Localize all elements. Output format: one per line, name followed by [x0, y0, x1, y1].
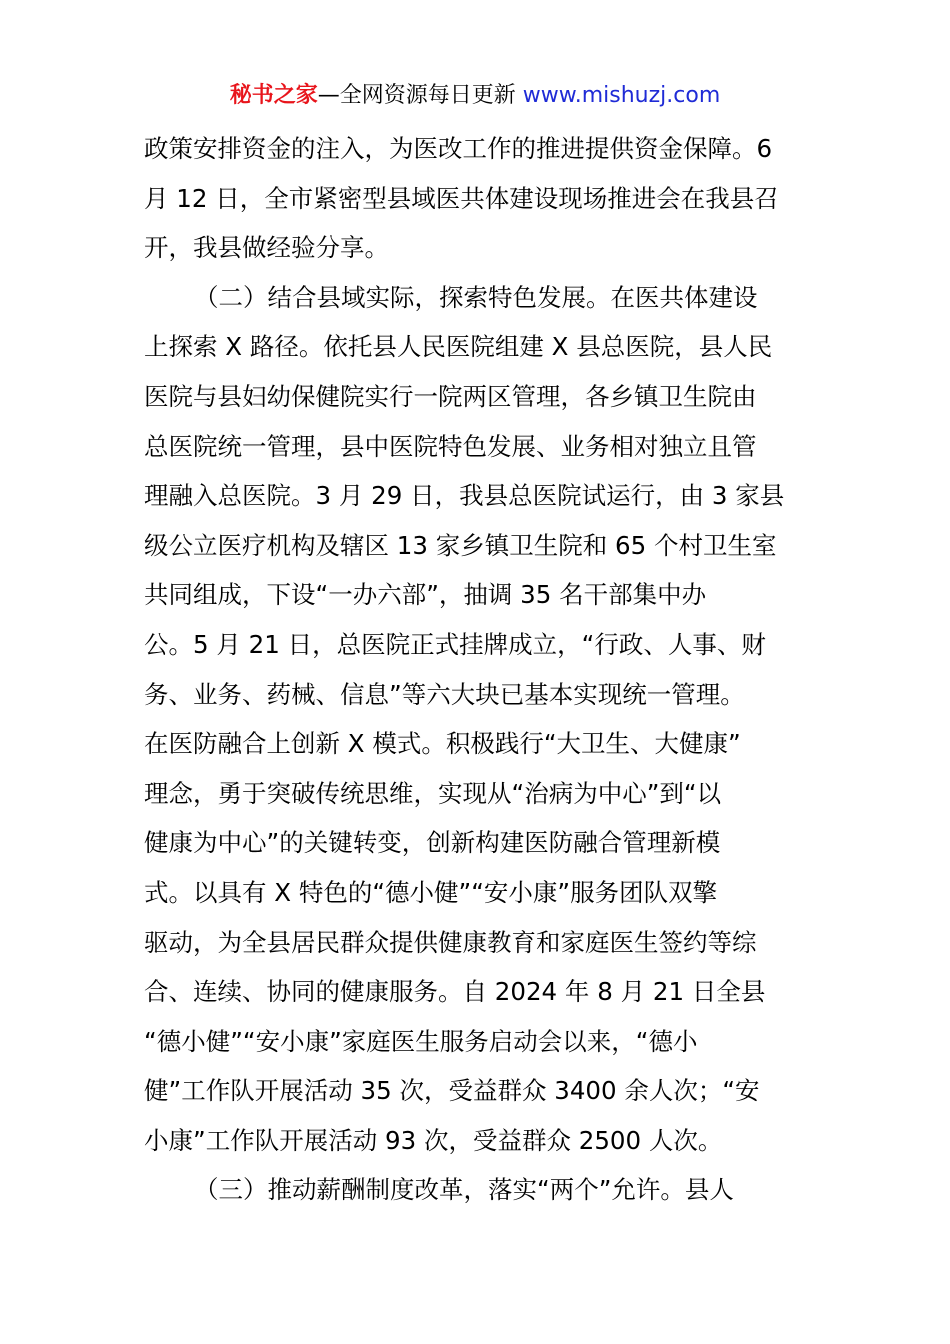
text-line: 月 12 日，全市紧密型县域医共体建设现场推进会在我县召	[144, 183, 779, 213]
text-line: 上探索 X 路径。依托县人民医院组建 X 县总医院，县人民	[144, 332, 773, 362]
text-line: 健”工作队开展活动 35 次，受益群众 3400 余人次；“安	[144, 1076, 760, 1106]
text-line: 共同组成，下设“一办六部”，抽调 35 名干部集中办	[144, 580, 707, 610]
document-body	[144, 124, 814, 1215]
header-tagline: —全网资源每日更新	[317, 83, 516, 108]
text-line: 在医防融合上创新 X 模式。积极践行“大卫生、大健康”	[144, 729, 741, 759]
text-line: 公。5 月 21 日，总医院正式挂牌成立，“行政、人事、财	[144, 629, 766, 659]
text-line: 合、连续、协同的健康服务。自 2024 年 8 月 21 日全县	[144, 977, 766, 1007]
section-heading-line: （三）推动薪酬制度改革，落实“两个”允许。县人	[194, 1175, 734, 1205]
site-header	[0, 80, 950, 112]
site-url-link[interactable]: www.mishuzj.com	[522, 83, 721, 108]
text-line: 驱动，为全县居民群众提供健康教育和家庭医生签约等综	[144, 927, 757, 957]
text-line: 理融入总医院。3 月 29 日，我县总医院试运行，由 3 家县	[144, 481, 785, 511]
brand-name: 秘书之家	[229, 83, 318, 108]
text-line: 开，我县做经验分享。	[144, 233, 389, 263]
text-line: “德小健”“安小康”家庭医生服务启动会以来，“德小	[144, 1026, 698, 1056]
text-line: 理念，勇于突破传统思维，实现从“治病为中心”到“以	[144, 778, 722, 808]
text-line: 总医院统一管理，县中医院特色发展、业务相对独立且管	[144, 431, 757, 461]
text-line: 式。以具有 X 特色的“德小健”“安小康”服务团队双擎	[144, 877, 718, 907]
text-line: 医院与县妇幼保健院实行一院两区管理，各乡镇卫生院由	[144, 381, 757, 411]
text-line: 小康”工作队开展活动 93 次，受益群众 2500 人次。	[144, 1125, 723, 1155]
text-line: 健康为中心”的关键转变，创新构建医防融合管理新模	[144, 828, 721, 858]
text-line: 级公立医疗机构及辖区 13 家乡镇卫生院和 65 个村卫生室	[144, 530, 777, 560]
text-line: 政策安排资金的注入，为医改工作的推进提供资金保障。6	[144, 134, 773, 163]
section-heading-line: （二）结合县域实际，探索特色发展。在医共体建设	[194, 282, 758, 312]
text-line: 务、业务、药械、信息”等六大块已基本实现统一管理。	[144, 679, 745, 709]
